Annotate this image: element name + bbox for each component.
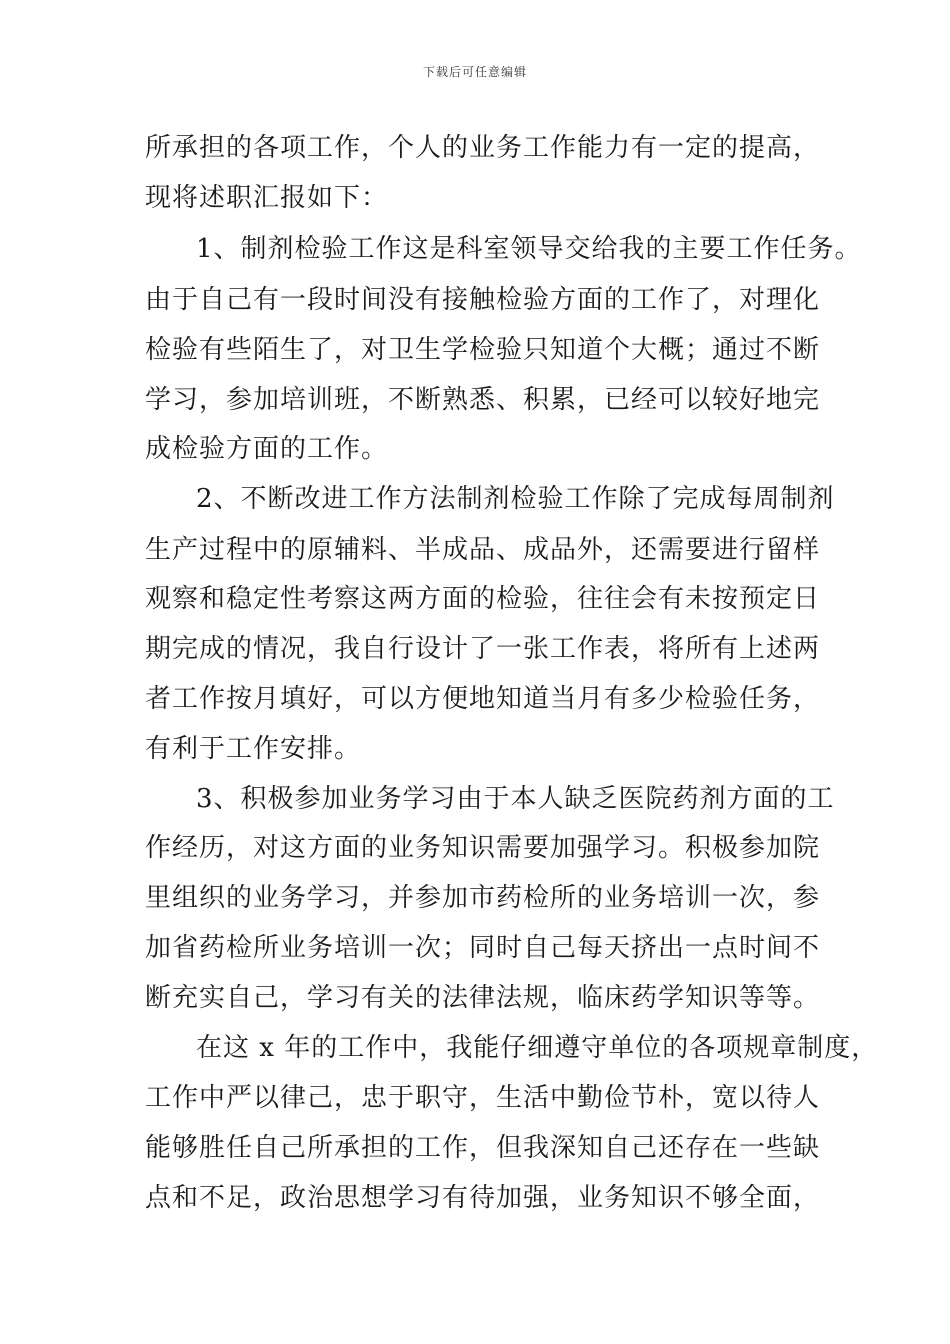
body-text-line: 2、不断改进工作方法制剂检验工作除了完成每周制剂 <box>196 484 835 514</box>
body-text-line: 者工作按月填好，可以方便地知道当月有多少检验任务， <box>145 684 821 714</box>
body-text-line: 能够胜任自己所承担的工作，但我深知自己还存在一些缺 <box>145 1133 821 1163</box>
body-text-line: 断充实自己，学习有关的法律法规，临床药学知识等等。 <box>145 983 821 1013</box>
body-text-line: 3、积极参加业务学习由于本人缺乏医院药剂方面的工 <box>196 784 835 814</box>
body-text-line: 观察和稳定性考察这两方面的检验，往往会有未按预定日 <box>145 584 821 614</box>
body-text-line: 加省药检所业务培训一次；同时自己每天挤出一点时间不 <box>145 933 821 963</box>
body-text-line: 作经历，对这方面的业务知识需要加强学习。积极参加院 <box>145 833 821 863</box>
body-text-line: 里组织的业务学习，并参加市药检所的业务培训一次，参 <box>145 883 821 913</box>
body-text-line: 成检验方面的工作。 <box>145 434 389 464</box>
body-text-line: 有利于工作安排。 <box>145 734 362 764</box>
body-text-line: 点和不足，政治思想学习有待加强，业务知识不够全面， <box>145 1183 821 1213</box>
body-text-line: 在这 x 年的工作中，我能仔细遵守单位的各项规章制度， <box>196 1033 879 1063</box>
body-text-line: 所承担的各项工作，个人的业务工作能力有一定的提高， <box>145 133 821 163</box>
body-text-line: 工作中严以律己，忠于职守，生活中勤俭节朴，宽以待人 <box>145 1083 821 1113</box>
body-text-line: 期完成的情况，我自行设计了一张工作表，将所有上述两 <box>145 634 821 664</box>
body-text-line: 由于自己有一段时间没有接触检验方面的工作了，对理化 <box>145 285 821 315</box>
body-text-line: 学习，参加培训班，不断熟悉、积累，已经可以较好地完 <box>145 385 821 415</box>
page-header: 下载后可任意编辑 <box>422 65 527 79</box>
body-text-line: 1、制剂检验工作这是科室领导交给我的主要工作任务。 <box>196 234 862 264</box>
body-text-line: 生产过程中的原辅料、半成品、成品外，还需要进行留样 <box>145 535 821 565</box>
body-text-line: 现将述职汇报如下： <box>145 183 389 213</box>
body-text-line: 检验有些陌生了，对卫生学检验只知道个大概；通过不断 <box>145 335 821 365</box>
